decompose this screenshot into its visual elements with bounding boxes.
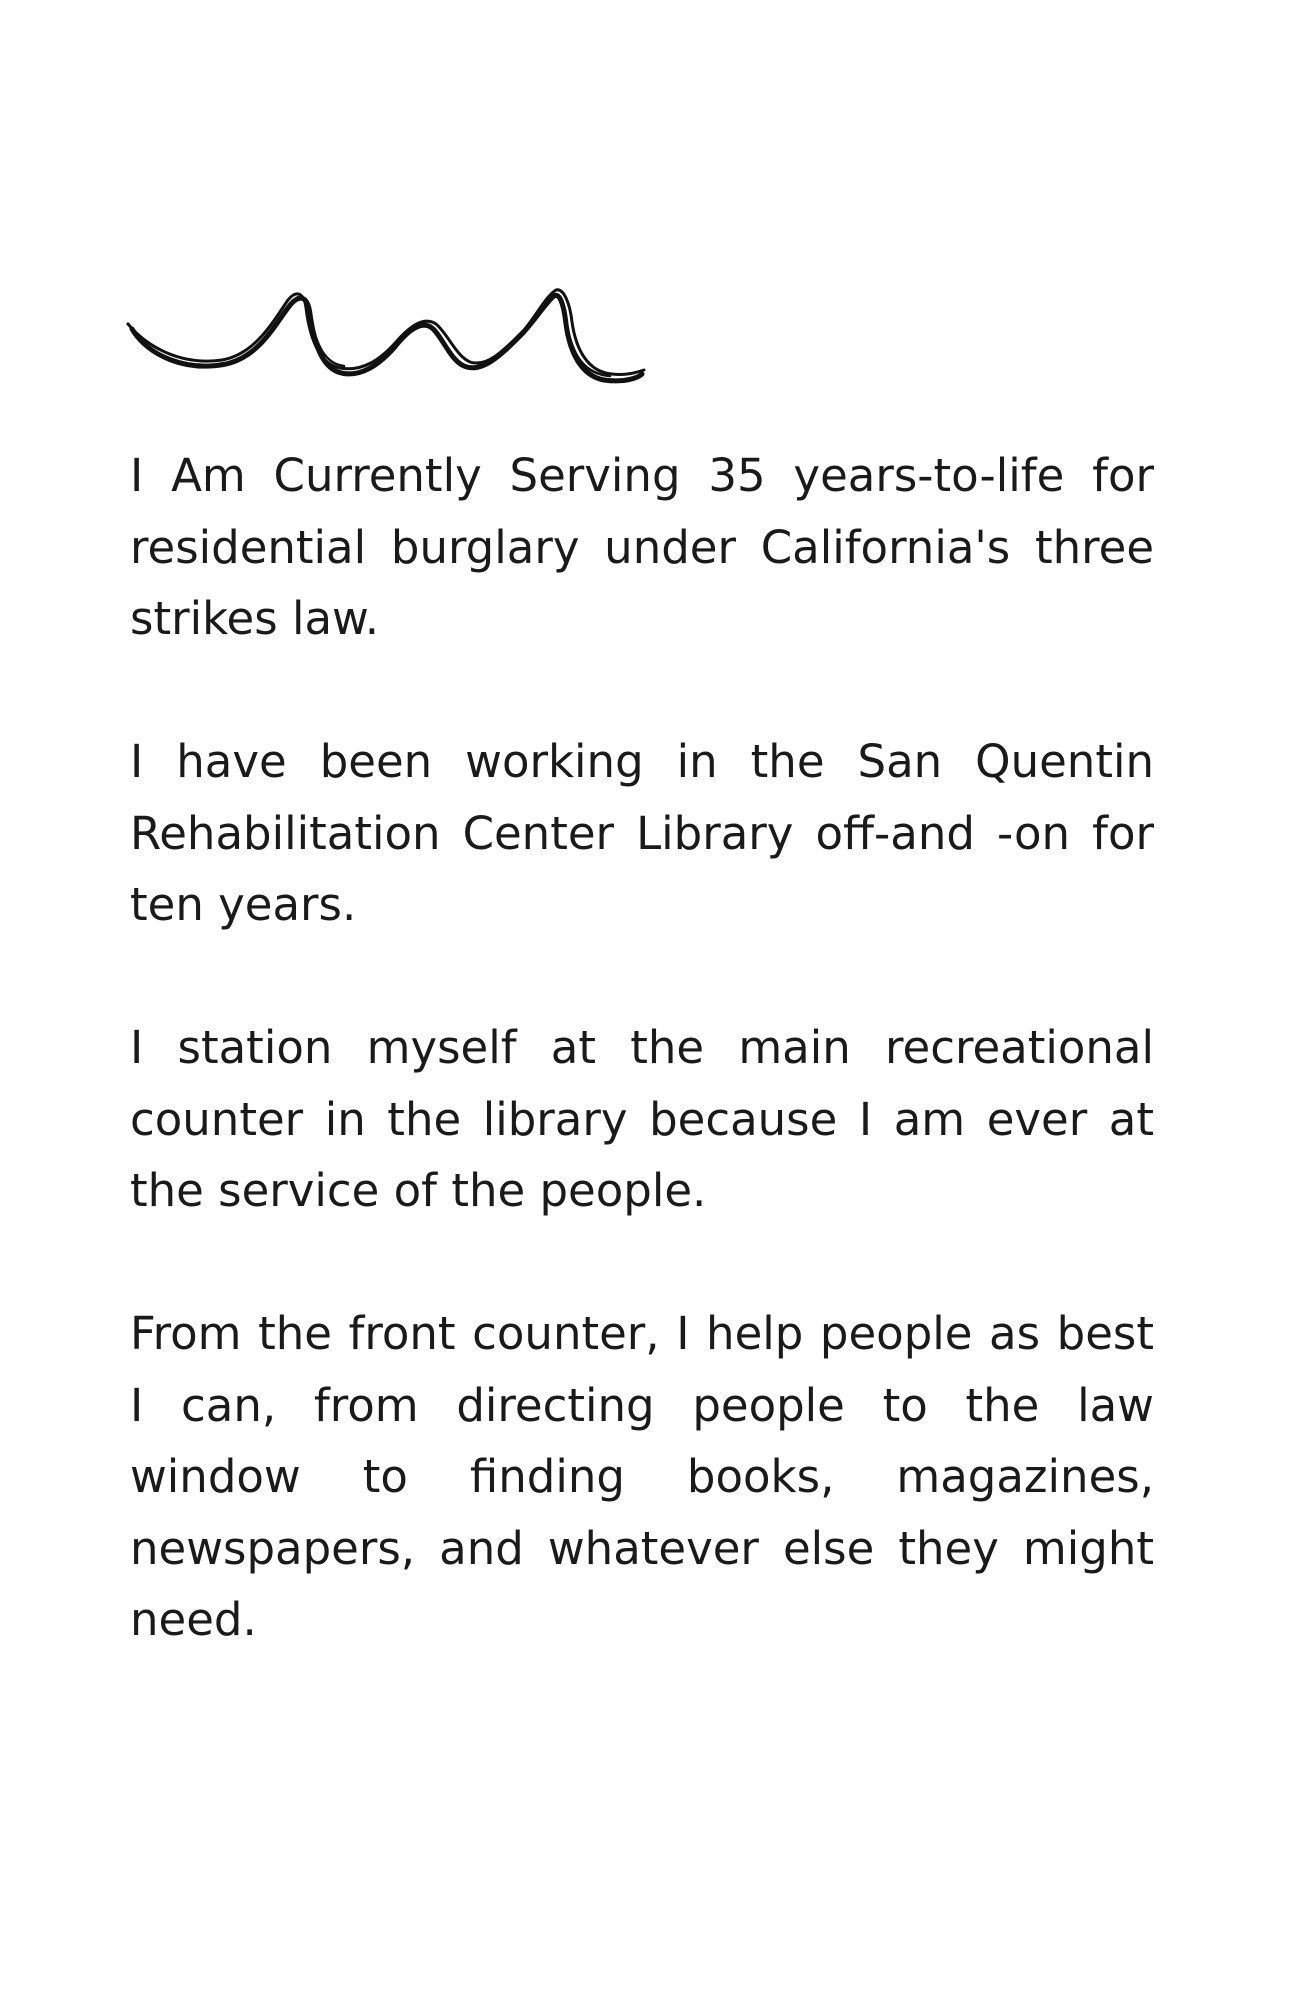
scribble-wave-icon (126, 284, 646, 396)
body-text (130, 440, 1154, 1656)
paragraph-4: From the front counter, I help people as best I can, from directing people to the law window to finding books, magazines, newspapers, and whatever else they might need. (130, 1307, 1154, 1646)
paragraph-1: I Am Currently Serving 35 years-to-life for residential burglary under California's three strikes law. (130, 449, 1154, 645)
paragraph-2: I have been working in the San Quentin Rehabilitation Center Library off-and -on for ten years. (130, 735, 1154, 931)
paragraph-3: I station myself at the main recreational counter in the library because I am ever at the service of the people. (130, 1021, 1154, 1217)
